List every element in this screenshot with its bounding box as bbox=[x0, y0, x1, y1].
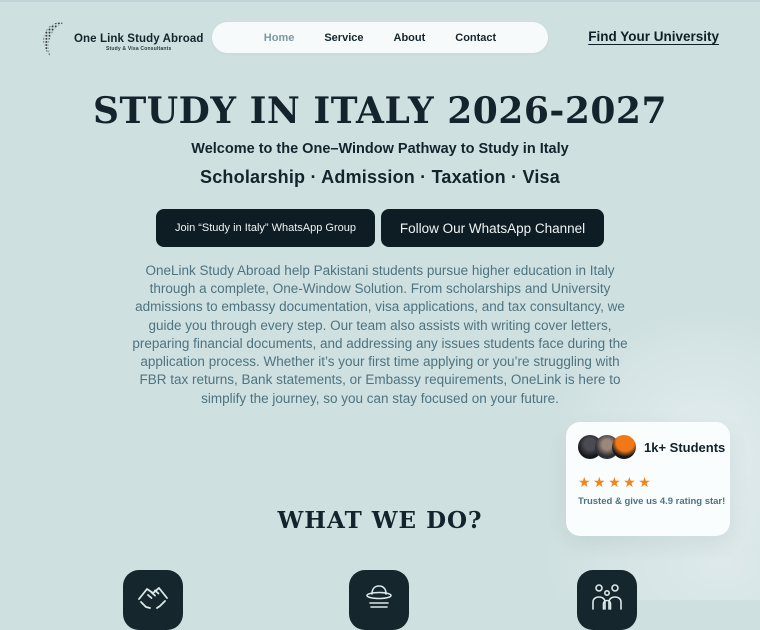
nav-item-service[interactable]: Service bbox=[324, 31, 364, 44]
whatsapp-group-button[interactable]: Join “Study in Italy” WhatsApp Group bbox=[156, 209, 375, 247]
page-title: STUDY IN ITALY 2026-2027 bbox=[92, 90, 668, 132]
five-star-rating: ★★★★★ bbox=[578, 474, 654, 490]
rating-caption: Trusted & give us 4.9 rating star! bbox=[578, 496, 726, 507]
hero-buttons bbox=[0, 209, 760, 247]
logo-subtitle: Study & Visa Consultants bbox=[105, 46, 172, 52]
logo-dotted-swoosh-icon bbox=[42, 22, 69, 63]
whatsapp-channel-button[interactable]: Follow Our WhatsApp Channel bbox=[381, 209, 604, 247]
service-card-students[interactable] bbox=[577, 570, 637, 630]
nav-pill bbox=[212, 22, 548, 53]
nav-item-home[interactable]: Home bbox=[263, 31, 295, 44]
nav-item-contact[interactable]: Contact bbox=[455, 31, 497, 44]
nav-item-about[interactable]: About bbox=[393, 31, 426, 44]
logo-title: One Link Study Abroad bbox=[74, 33, 204, 45]
hero-section bbox=[0, 90, 760, 408]
logo[interactable] bbox=[42, 22, 203, 63]
hero-subtitle: Welcome to the One–Window Pathway to Study in Italy bbox=[191, 141, 569, 157]
service-card-partnership[interactable] bbox=[123, 570, 183, 630]
avatar bbox=[612, 435, 636, 459]
rating-card-top bbox=[578, 435, 726, 459]
service-card-consultant[interactable] bbox=[349, 570, 409, 630]
hero-paragraph: OneLink Study Abroad help Pakistani students pursue higher education in Italy through a complete, One-Window Solution. From scholarships and University admissions to embassy documentation, visa applications, and tax consultancy, we guide you through every step. Our team also assists with writing cover letters, preparing financial documents, and addressing any issues students face during the application process. Whether it’s your first time applying or you’re struggling with FBR tax returns, Bank statements, or Embassy requirements, OneLink is here to simplify the journey, so you can stay focused on your future. bbox=[132, 263, 628, 406]
students-count-label: 1k+ Students bbox=[644, 439, 726, 455]
find-your-university-link[interactable]: Find Your University bbox=[588, 29, 719, 44]
student-avatars bbox=[578, 435, 629, 459]
what-we-do-title: WHAT WE DO? bbox=[277, 507, 483, 534]
hero-services-line: Scholarship · Admission · Taxation · Visa bbox=[200, 167, 560, 187]
